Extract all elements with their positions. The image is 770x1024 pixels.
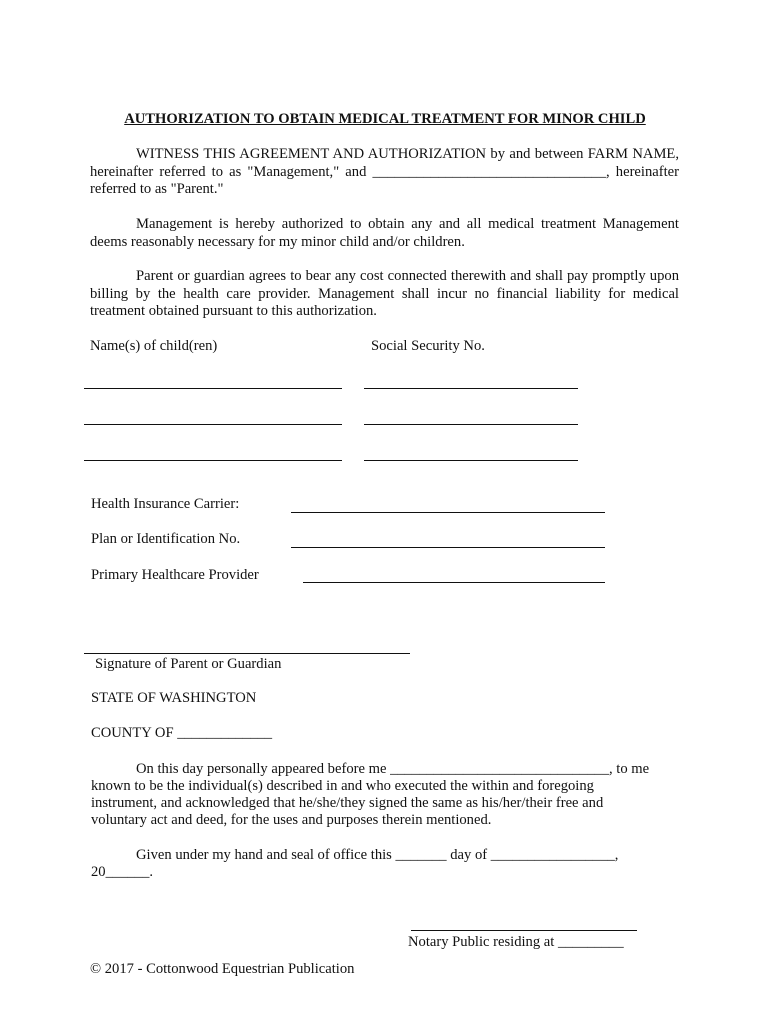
plan-id-line[interactable] bbox=[291, 547, 605, 548]
notary-paragraph-line-4: voluntary act and deed, for the uses and purposes therein mentioned. bbox=[91, 812, 492, 828]
county-label: COUNTY OF _____________ bbox=[91, 725, 273, 741]
notary-label: Notary Public residing at _________ bbox=[408, 934, 624, 950]
witness-paragraph-text: WITNESS THIS AGREEMENT AND AUTHORIZATION by and between FARM NAME, hereinafter referred to as "Management," and ________________________________, hereinafter referred to as "Parent." bbox=[90, 146, 679, 197]
ssn-label: Social Security No. bbox=[371, 338, 485, 354]
child-ssn-line-3[interactable] bbox=[364, 460, 578, 461]
healthcare-provider-line[interactable] bbox=[303, 582, 605, 583]
management-paragraph-text: Management is hereby authorized to obtain any and all medical treatment Management deems reasonably necessary for my minor child and/or children. bbox=[90, 216, 679, 250]
given-under-hand-line-2: 20______. bbox=[91, 864, 154, 880]
notary-paragraph-line-1: On this day personally appeared before me ______________________________, to me bbox=[136, 761, 650, 777]
child-name-line-3[interactable] bbox=[84, 460, 342, 461]
insurance-carrier-line[interactable] bbox=[291, 512, 605, 513]
notary-paragraph-line-2: known to be the individual(s) described in and who executed the within and foregoing bbox=[91, 778, 594, 794]
signature-label: Signature of Parent or Guardian bbox=[95, 656, 282, 672]
notary-signature-line[interactable] bbox=[411, 930, 637, 931]
state-label: STATE OF WASHINGTON bbox=[91, 690, 257, 706]
cost-paragraph bbox=[90, 268, 679, 321]
healthcare-provider-label: Primary Healthcare Provider bbox=[91, 567, 259, 583]
child-ssn-line-1[interactable] bbox=[364, 388, 578, 389]
cost-paragraph-text: Parent or guardian agrees to bear any cost connected therewith and shall pay promptly upon billing by the health care provider. Management shall incur no financial liability for medical treatment obtained pursuant to this authorization. bbox=[90, 268, 679, 319]
child-name-line-2[interactable] bbox=[84, 424, 342, 425]
child-name-line-1[interactable] bbox=[84, 388, 342, 389]
plan-id-label: Plan or Identification No. bbox=[91, 531, 241, 547]
document-title: AUTHORIZATION TO OBTAIN MEDICAL TREATMENT FOR MINOR CHILD bbox=[124, 111, 646, 127]
witness-paragraph bbox=[90, 146, 679, 199]
child-ssn-line-2[interactable] bbox=[364, 424, 578, 425]
signature-line[interactable] bbox=[84, 653, 410, 654]
insurance-carrier-label: Health Insurance Carrier: bbox=[91, 496, 240, 512]
given-under-hand-line-1: Given under my hand and seal of office this _______ day of _________________, bbox=[136, 847, 619, 863]
notary-paragraph-line-3: instrument, and acknowledged that he/she/they signed the same as his/her/their free and bbox=[91, 795, 604, 811]
children-names-label: Name(s) of child(ren) bbox=[90, 338, 218, 354]
management-paragraph bbox=[90, 216, 679, 251]
footer-copyright: © 2017 - Cottonwood Equestrian Publication bbox=[90, 961, 355, 977]
